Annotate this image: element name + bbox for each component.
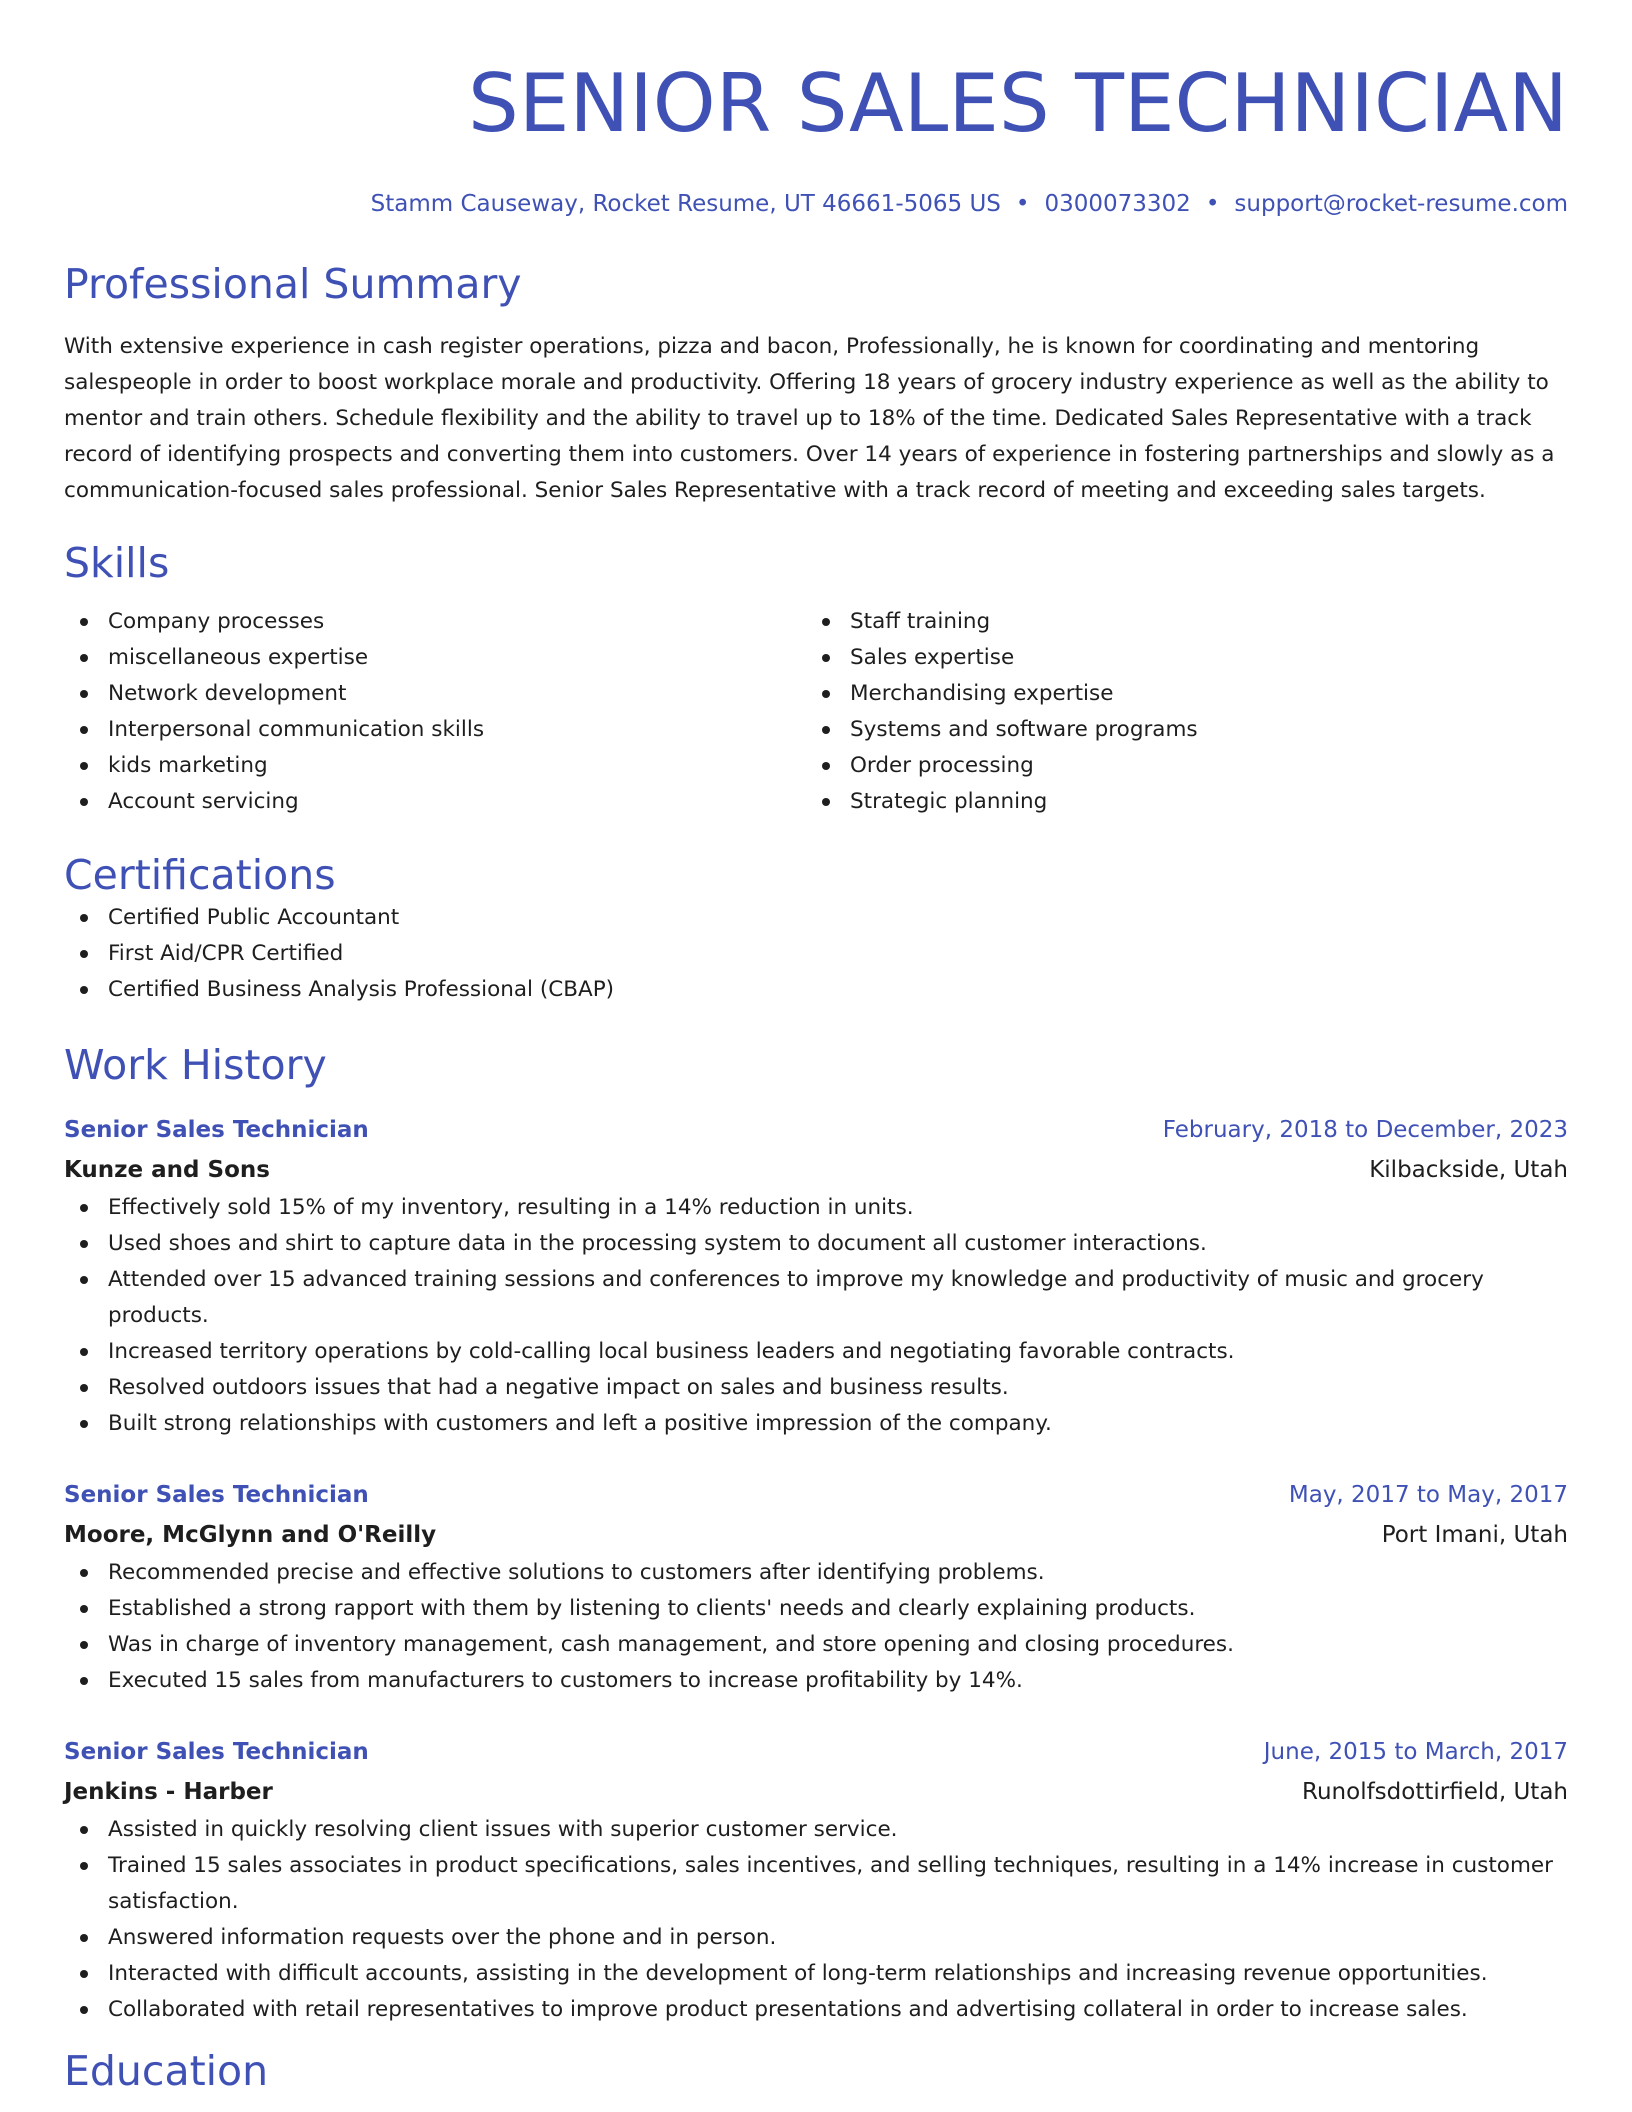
skill-item: Sales expertise xyxy=(806,640,1548,676)
skills-list-right xyxy=(806,604,1548,820)
skill-item: kids marketing xyxy=(64,748,806,784)
skills-grid xyxy=(64,604,1568,820)
job-title: Senior Sales Technician xyxy=(64,1117,369,1143)
skill-item: Account servicing xyxy=(64,784,806,820)
contact-address: Stamm Causeway, Rocket Resume, UT 46661-5065 US xyxy=(370,191,1001,217)
job-bullet: Used shoes and shirt to capture data in the processing system to document all customer interactions. xyxy=(64,1226,1568,1262)
job-bullet: Answered information requests over the phone and in person. xyxy=(64,1920,1568,1956)
job-header-row xyxy=(64,1475,1568,1515)
job-entry xyxy=(64,1475,1568,1699)
job-dates: May, 2017 to May, 2017 xyxy=(1288,1482,1568,1508)
job-title: Senior Sales Technician xyxy=(64,1739,369,1765)
contact-phone[interactable]: 0300073302 xyxy=(1044,191,1191,217)
job-bullet-list xyxy=(64,1555,1568,1699)
skill-item: Company processes xyxy=(64,604,806,640)
certification-item: Certified Public Accountant xyxy=(64,900,1568,936)
job-dates: February, 2018 to December, 2023 xyxy=(1162,1117,1568,1143)
job-entry xyxy=(64,1732,1568,2028)
job-bullet: Built strong relationships with customers and left a positive impression of the company. xyxy=(64,1406,1568,1442)
job-company: Jenkins - Harber xyxy=(64,1779,273,1805)
skill-item: Network development xyxy=(64,676,806,712)
job-bullet: Resolved outdoors issues that had a negative impact on sales and business results. xyxy=(64,1370,1568,1406)
resume-page xyxy=(64,0,1568,2096)
job-bullet-list xyxy=(64,1812,1568,2028)
job-bullet: Increased territory operations by cold-calling local business leaders and negotiating favorable contracts. xyxy=(64,1334,1568,1370)
job-location: Runolfsdottirfield, Utah xyxy=(1302,1779,1568,1805)
job-bullet: Trained 15 sales associates in product specifications, sales incentives, and selling techniques, resulting in a 14% increase in customer satisfaction. xyxy=(64,1848,1568,1920)
job-header-row xyxy=(64,1110,1568,1150)
job-company-row xyxy=(64,1150,1568,1190)
job-location: Kilbackside, Utah xyxy=(1369,1157,1568,1183)
skill-item: Staff training xyxy=(806,604,1548,640)
job-bullet-list xyxy=(64,1190,1568,1442)
job-company: Moore, McGlynn and O'Reilly xyxy=(64,1522,437,1548)
certification-item: First Aid/CPR Certified xyxy=(64,936,1568,972)
job-company-row xyxy=(64,1515,1568,1555)
job-company-row xyxy=(64,1772,1568,1812)
skill-item: Order processing xyxy=(806,748,1548,784)
resume-title: SENIOR SALES TECHNICIAN xyxy=(468,57,1568,150)
job-dates: June, 2015 to March, 2017 xyxy=(1263,1739,1568,1765)
contact-line xyxy=(64,189,1568,219)
job-bullet: Effectively sold 15% of my inventory, resulting in a 14% reduction in units. xyxy=(64,1190,1568,1226)
skills-column-right xyxy=(806,604,1548,820)
skill-item: miscellaneous expertise xyxy=(64,640,806,676)
skill-item: Merchandising expertise xyxy=(806,676,1548,712)
skill-item: Strategic planning xyxy=(806,784,1548,820)
work-history-heading: Work History xyxy=(64,1041,327,1089)
job-company: Kunze and Sons xyxy=(64,1157,270,1183)
job-entry xyxy=(64,1110,1568,1442)
certification-item: Certified Business Analysis Professional (CBAP) xyxy=(64,972,1568,1008)
skill-item: Systems and software programs xyxy=(806,712,1548,748)
summary-text: With extensive experience in cash register operations, pizza and bacon, Professionally, he is known for coordinating and mentoring salespeople in order to boost workplace morale and productivity. Offering 18 years of grocery industry experience as well as the ability to mentor and train others. Schedule flexibility and the ability to travel up to 18% of the time. Dedicated Sales Representative with a track record of identifying prospects and converting them into customers. Over 14 years of experience in fostering partnerships and slowly as a communication-focused sales professional. Senior Sales Representative with a track record of meeting and exceeding sales targets. xyxy=(64,334,1555,503)
job-bullet: Executed 15 sales from manufacturers to customers to increase profitability by 14%. xyxy=(64,1663,1568,1699)
job-header-row xyxy=(64,1732,1568,1772)
job-bullet: Established a strong rapport with them by listening to clients' needs and clearly explaining products. xyxy=(64,1591,1568,1627)
certifications-list xyxy=(64,900,1568,1008)
certifications-heading: Certifications xyxy=(64,851,336,899)
job-bullet: Attended over 15 advanced training sessions and conferences to improve my knowledge and productivity of music and grocery products. xyxy=(64,1262,1568,1334)
job-bullet: Was in charge of inventory management, cash management, and store opening and closing procedures. xyxy=(64,1627,1568,1663)
job-bullet: Assisted in quickly resolving client issues with superior customer service. xyxy=(64,1812,1568,1848)
job-bullet: Collaborated with retail representatives to improve product presentations and advertising collateral in order to increase sales. xyxy=(64,1992,1568,2028)
contact-separator: • xyxy=(1015,191,1030,217)
education-heading: Education xyxy=(64,2047,269,2095)
skills-list-left xyxy=(64,604,806,820)
job-location: Port Imani, Utah xyxy=(1381,1522,1568,1548)
contact-email[interactable]: support@rocket-resume.com xyxy=(1234,191,1568,217)
job-bullet: Interacted with difficult accounts, assisting in the development of long-term relationships and increasing revenue opportunities. xyxy=(64,1956,1568,1992)
summary-heading: Professional Summary xyxy=(64,260,522,308)
job-title: Senior Sales Technician xyxy=(64,1482,369,1508)
skill-item: Interpersonal communication skills xyxy=(64,712,806,748)
job-bullet: Recommended precise and effective solutions to customers after identifying problems. xyxy=(64,1555,1568,1591)
skills-column-left xyxy=(64,604,806,820)
contact-separator: • xyxy=(1205,191,1220,217)
skills-heading: Skills xyxy=(64,539,170,587)
